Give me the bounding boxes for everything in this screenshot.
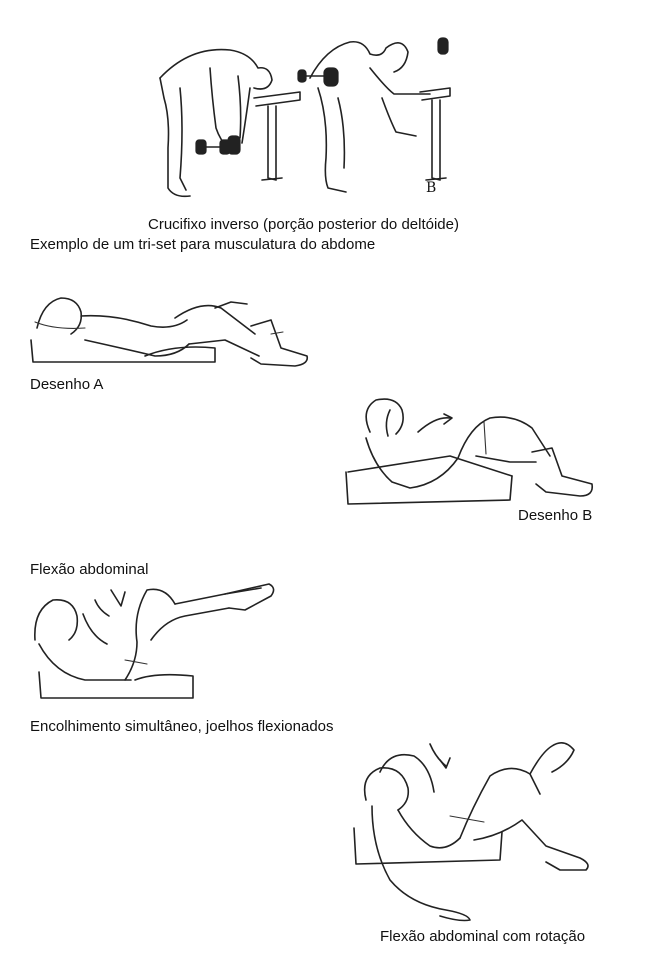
knee-tuck-caption: Encolhimento simultâneo, joelhos flexionados (30, 718, 334, 735)
ab-crunch-illustration (25, 580, 283, 704)
drawing-b-caption: Desenho B (518, 507, 593, 524)
reverse-fly-illustration (150, 28, 480, 208)
drawing-b-illustration (340, 392, 602, 508)
twist-crunch-caption: Flexão abdominal com rotação (380, 928, 586, 945)
drawing-a-caption: Desenho A (30, 376, 104, 393)
panel-label-b: B (426, 180, 437, 196)
drawing-a-illustration (25, 268, 315, 376)
twist-crunch-illustration (350, 736, 602, 930)
ab-crunch-caption: Flexão abdominal (30, 561, 149, 578)
section-title: Exemplo de um tri-set para musculatura do abdome (30, 236, 376, 253)
reverse-fly-caption: Crucifixo inverso (porção posterior do deltóide) (148, 216, 459, 233)
